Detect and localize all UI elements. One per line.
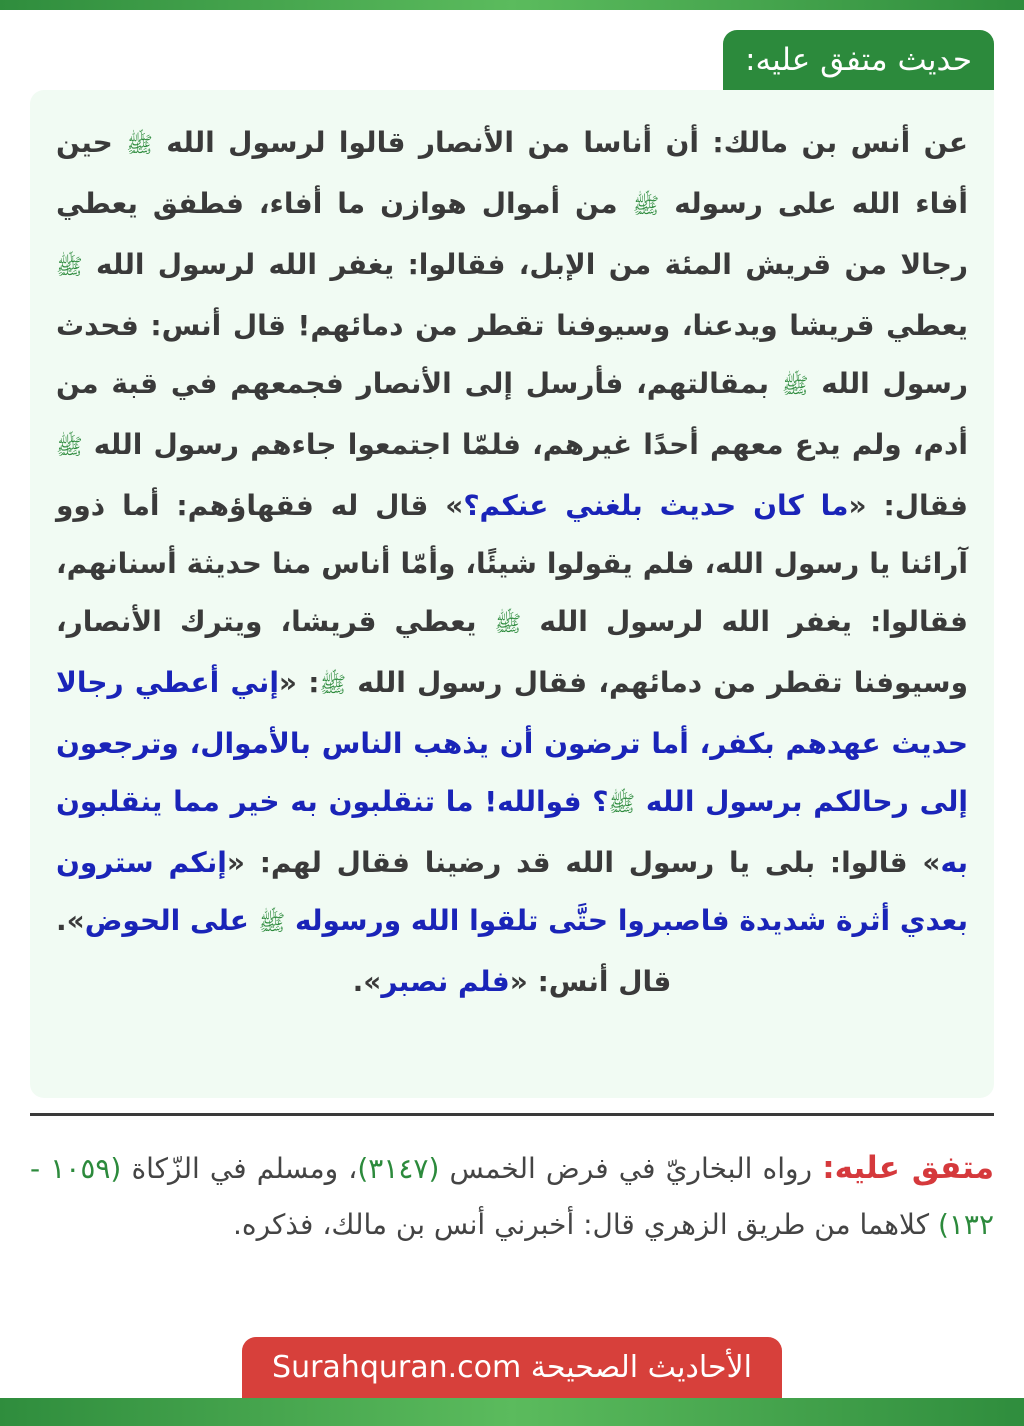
reference-number: (٣١٤٧)	[357, 1152, 440, 1185]
prophet-quote: على الحوض	[84, 904, 249, 937]
honorific-icon: ﷺ	[608, 792, 636, 817]
honorific-icon: ﷺ	[319, 673, 347, 698]
site-badge: الأحاديث الصحيحة Surahquran.com	[242, 1337, 782, 1398]
source-text: كلاهما من طريق الزهري قال: أخبرني أنس بن مالك، فذكره.	[233, 1208, 930, 1241]
honorific-icon: ﷺ	[632, 194, 660, 219]
source-citation	[30, 1140, 994, 1320]
hadith-text: : «	[278, 666, 320, 699]
honorific-icon: ﷺ	[126, 133, 153, 158]
hadith-text: حين أفاء الله على رسوله	[56, 126, 969, 220]
divider	[30, 1113, 994, 1116]
prophet-quote: ؟ فوالله! ما تنقلبون به خير مما ينقلبون به	[56, 785, 968, 879]
source-label: متفق عليه:	[822, 1150, 995, 1186]
hadith-text: يعطي قريشا، ويترك الأنصار، وسيوفنا تقطر من دمائهم، فقال رسول الله	[56, 605, 968, 699]
hadith-text: ».	[352, 965, 382, 998]
prophet-quote: إني أعطي رجالا حديث عهدهم بكفر، أما ترضون أن يذهب الناس بالأموال، وترجعون إلى رحالكم برسول الله	[56, 666, 969, 818]
top-decorative-bar	[0, 0, 1024, 10]
honorific-icon: ﷺ	[258, 911, 286, 936]
honorific-icon: ﷺ	[781, 374, 809, 399]
title-badge: حديث متفق عليه:	[723, 30, 994, 90]
hadith-text: ». قال أنس: «	[56, 904, 672, 998]
hadith-text: » قالوا: بلى يا رسول الله قد رضينا فقال لهم: «	[226, 846, 941, 879]
honorific-icon: ﷺ	[56, 435, 83, 460]
hadith-text: » قال له فقهاؤهم: أما ذوو آرائنا يا رسول الله، فلم يقولوا شيئًا، وأمّا أناس منا حديثة أسنانهم، فقالوا: يغفر الله لرسول الله	[56, 489, 968, 638]
hadith-text: فقال: «	[848, 489, 968, 522]
anas-quote: فلم نصبر	[381, 965, 510, 998]
prophet-quote: ما كان حديث بلغني عنكم؟	[463, 489, 849, 522]
honorific-icon: ﷺ	[494, 612, 522, 637]
hadith-text: عن أنس بن مالك: أن أناسا من الأنصار قالوا لرسول الله	[166, 126, 969, 159]
source-text: ، ومسلم في الزّكاة	[131, 1152, 358, 1185]
hadith-text: بمقالتهم، فأرسل إلى الأنصار فجمعهم في قبة من أدم، ولم يدع معهم أحدًا غيرهم، فلمّا اجتمعوا جاءهم رسول الله	[56, 367, 969, 461]
hadith-text: من أموال هوازن ما أفاء، فطفق يعطي رجالا من قريش المئة من الإبل، فقالوا: يغفر الله لرسول الله	[56, 187, 968, 281]
hadith-text: يعطي قريشا ويدعنا، وسيوفنا تقطر من دمائهم! قال أنس: فحدث رسول الله	[56, 309, 969, 400]
hadith-text-box	[30, 90, 994, 1098]
honorific-icon: ﷺ	[56, 255, 83, 280]
prophet-quote: إنكم سترون بعدي أثرة شديدة فاصبروا حتَّى تلقوا الله ورسوله	[56, 846, 968, 937]
reference-number: (١٠٥٩ - ١٣٢)	[30, 1152, 994, 1241]
bottom-decorative-bar	[0, 1398, 1024, 1426]
source-text: رواه البخاريّ في فرض الخمس	[449, 1152, 813, 1185]
